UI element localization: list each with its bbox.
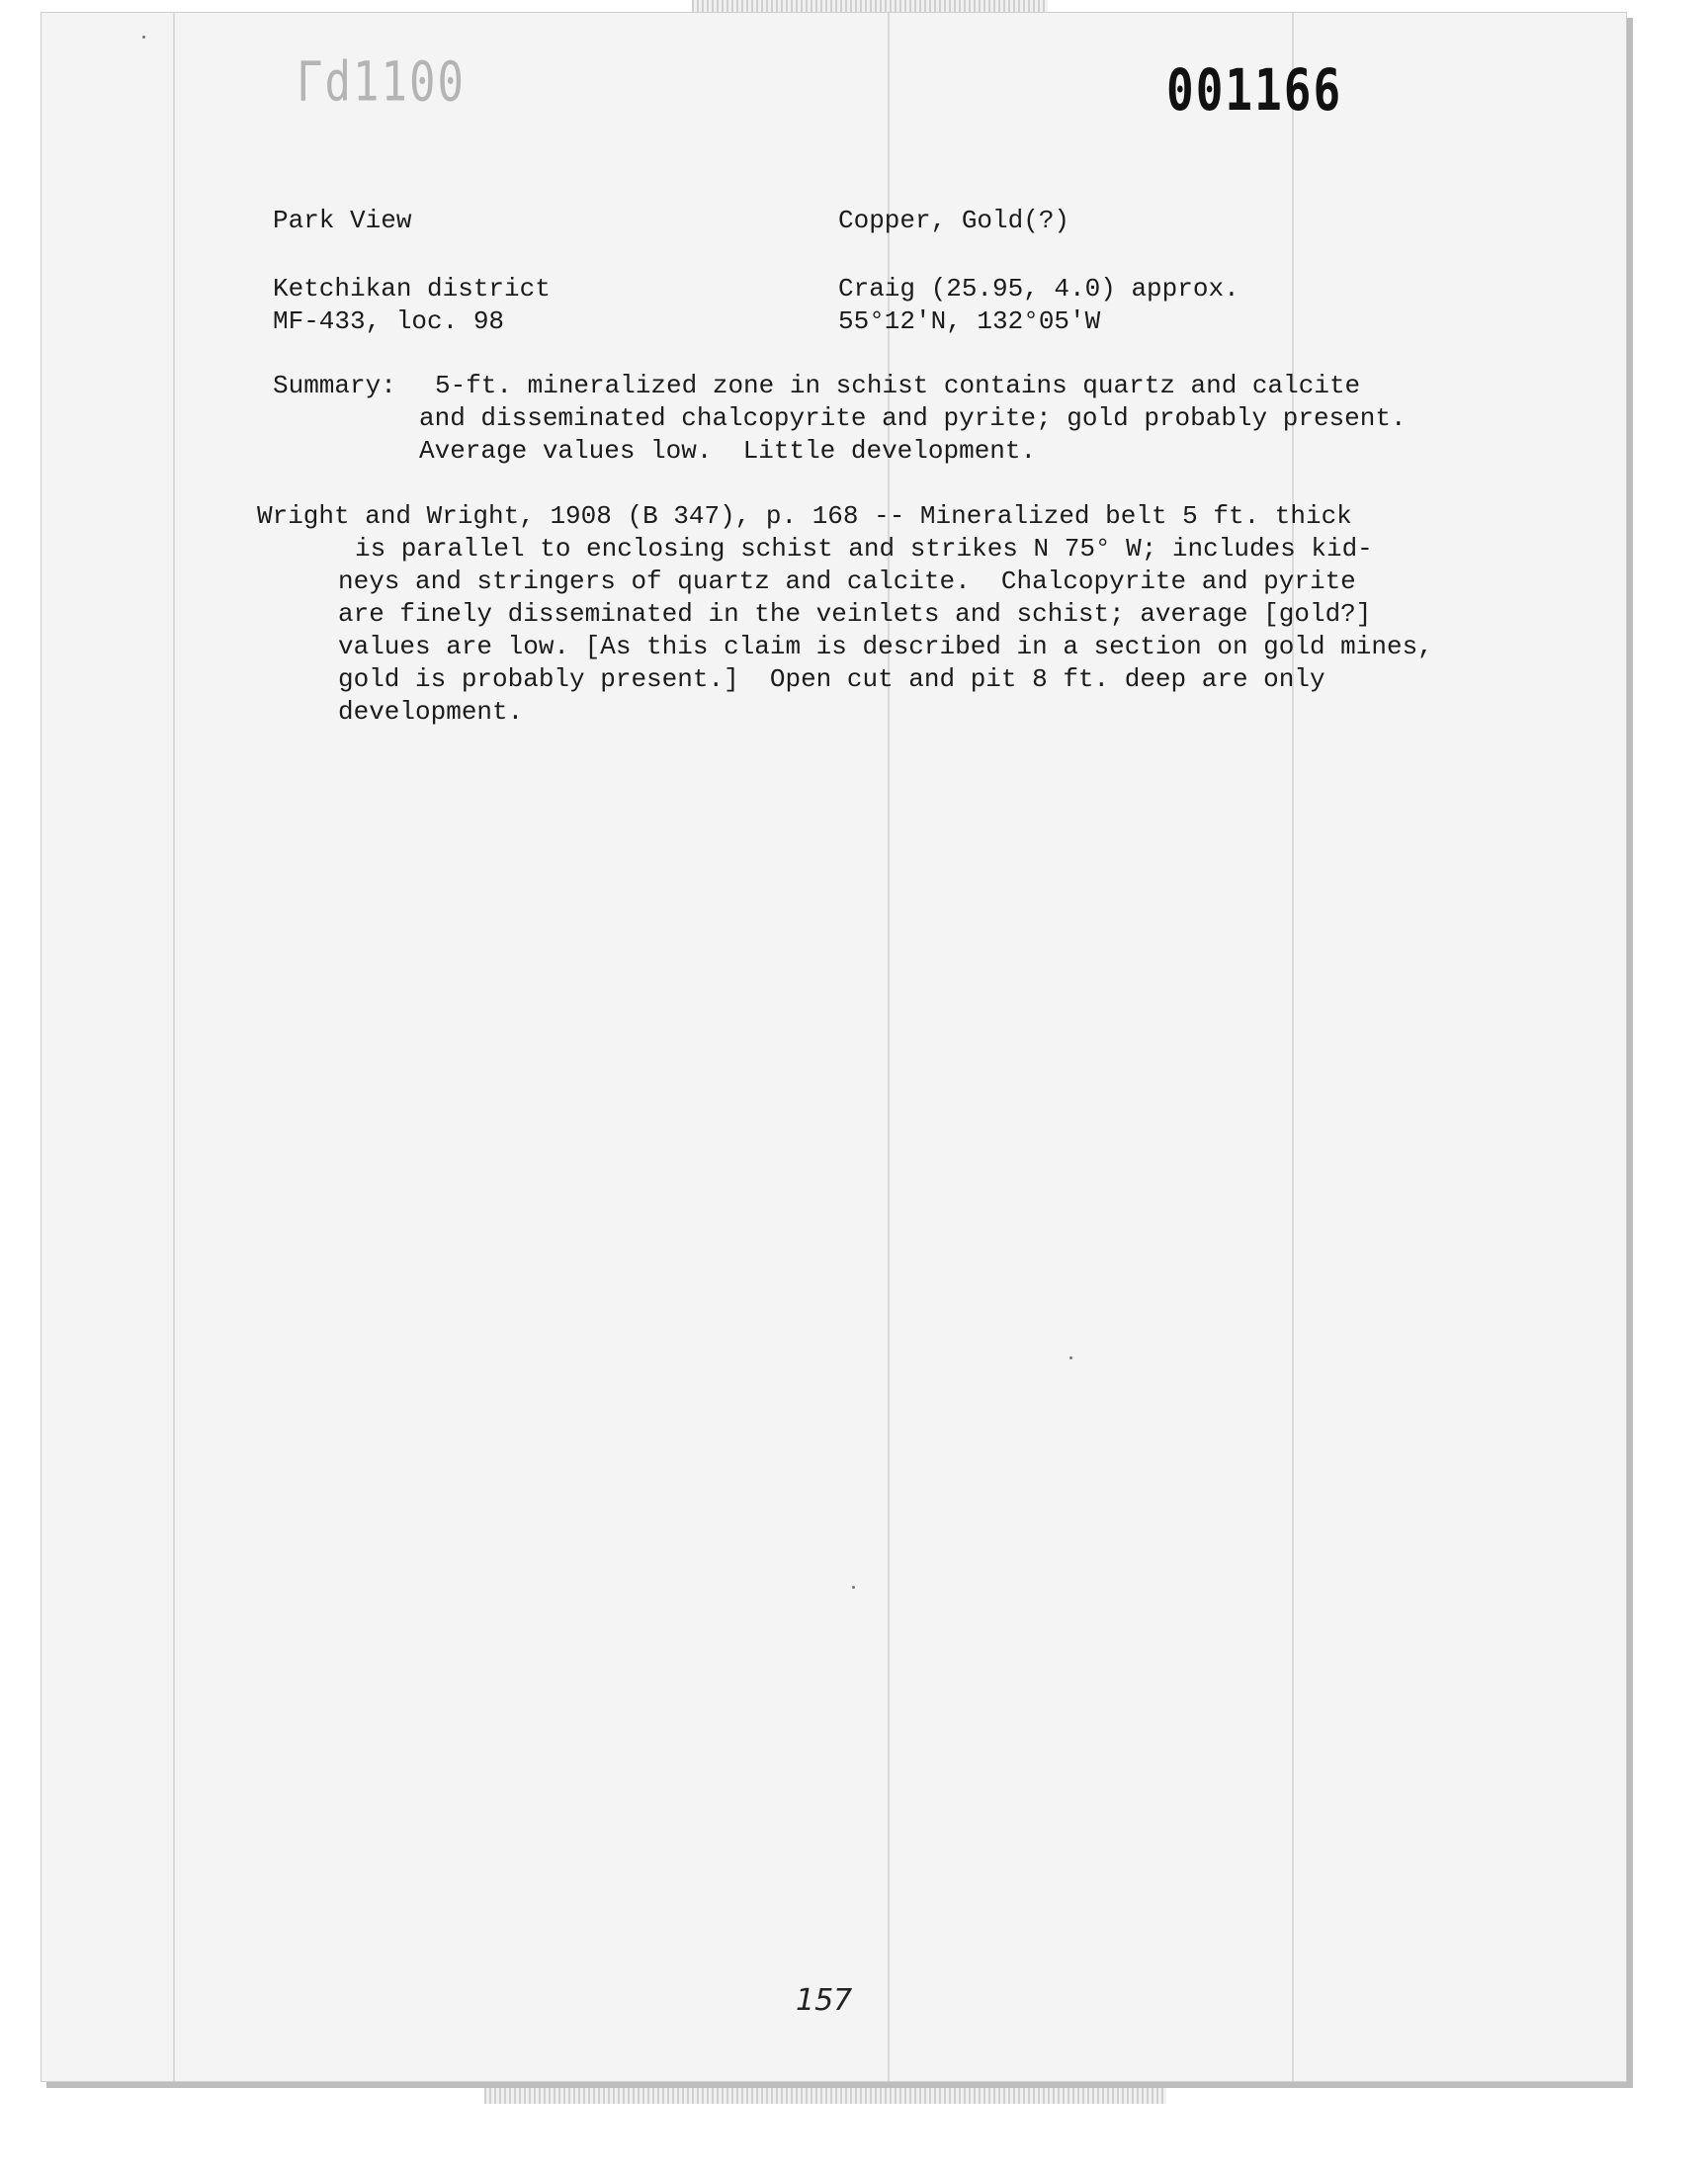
reference-line: is parallel to enclosing schist and strikes N 75° W; includes kid-	[355, 534, 1373, 564]
scan-speck	[1069, 1356, 1072, 1359]
fold-line-right	[1292, 13, 1294, 2081]
scan-speck	[852, 1586, 855, 1589]
reference-line: neys and stringers of quartz and calcite. Chalcopyrite and pyrite	[338, 566, 1356, 596]
reference-line: gold is probably present.] Open cut and pit 8 ft. deep are only	[338, 664, 1325, 694]
fold-line-left	[173, 13, 175, 2081]
deposit-name: Park View	[273, 206, 412, 235]
reference-line: are finely disseminated in the veinlets and schist; average [gold?]	[338, 599, 1372, 629]
summary-label: Summary:	[273, 371, 396, 400]
map-reference: MF-433, loc. 98	[273, 306, 505, 336]
summary-line: 5-ft. mineralized zone in schist contains quartz and calcite	[435, 371, 1361, 400]
commodity: Copper, Gold(?)	[838, 206, 1070, 235]
summary-line: Average values low. Little development.	[419, 436, 1037, 466]
reference-line: values are low. [As this claim is described in a section on gold mines,	[338, 632, 1433, 661]
reference-line: development.	[338, 697, 524, 727]
coordinates: 55°12'N, 132°05'W	[838, 306, 1101, 336]
summary-line: and disseminated chalcopyrite and pyrite; gold probably present.	[419, 403, 1407, 433]
record-number-stamp: 001166	[1166, 56, 1343, 124]
scan-speck	[142, 36, 145, 39]
reference-line: Wright and Wright, 1908 (B 347), p. 168 -- Mineralized belt 5 ft. thick	[257, 501, 1352, 531]
district: Ketchikan district	[273, 274, 551, 304]
scan-strip-bottom	[484, 2084, 1166, 2104]
faded-stamp-number: Γd1100	[297, 50, 466, 115]
quadrangle: Craig (25.95, 4.0) approx.	[838, 274, 1239, 304]
page-number: 157	[796, 1983, 853, 2018]
